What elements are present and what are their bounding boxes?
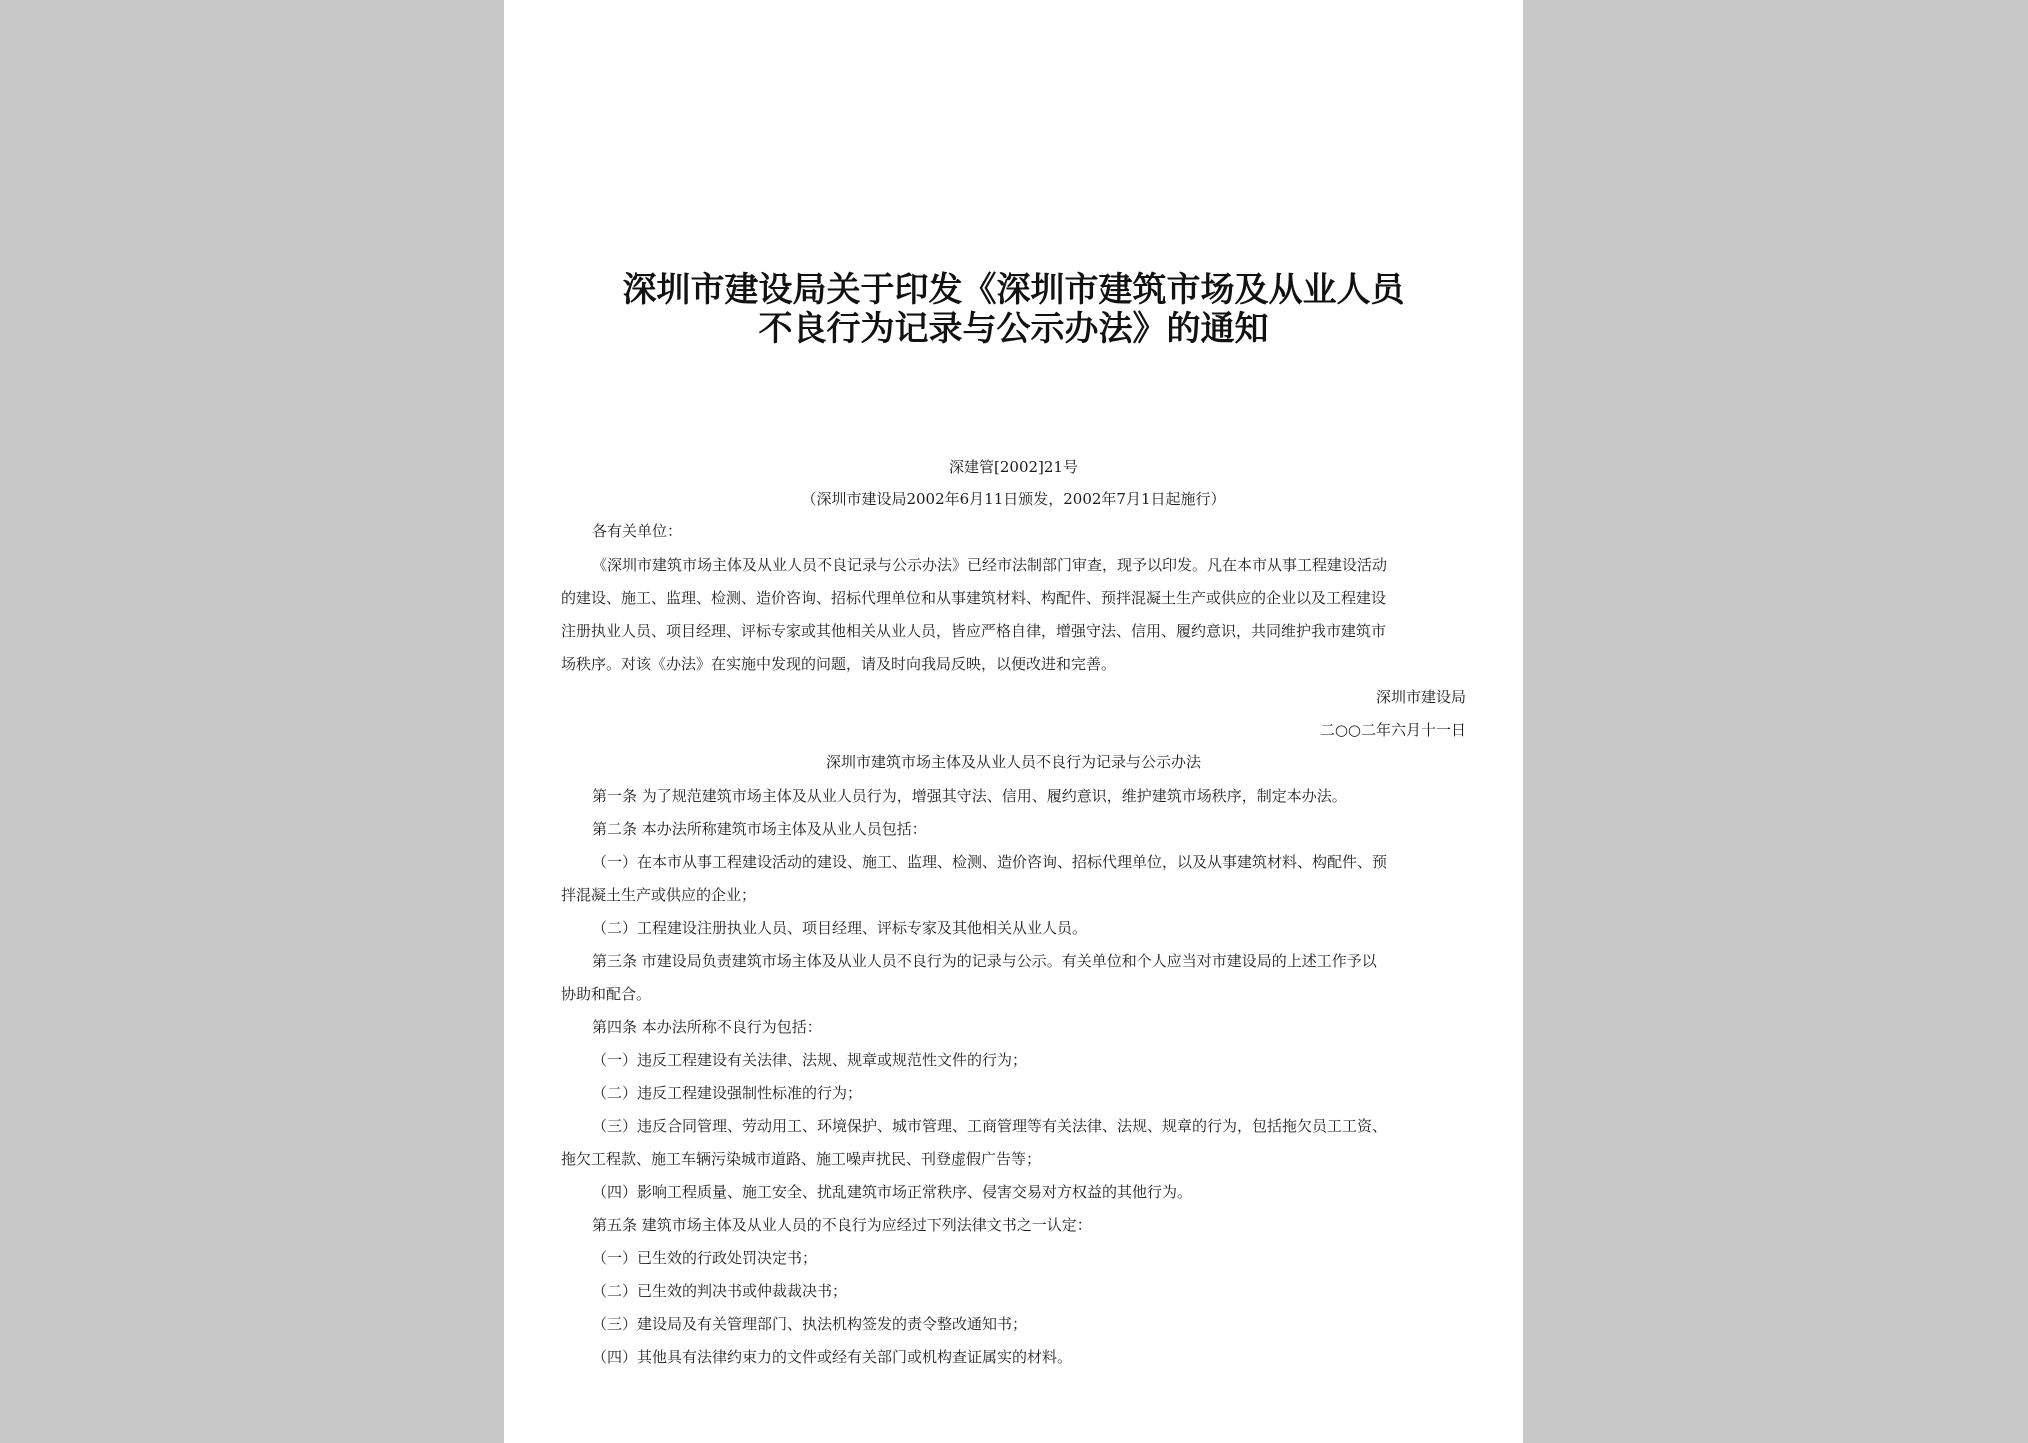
article-line: （三）违反合同管理、劳动用工、环境保护、城市管理、工商管理等有关法律、法规、规章的行为，包括拖欠员工工资、: [592, 1117, 1388, 1135]
intro-line: 《深圳市建筑市场主体及从业人员不良记录与公示办法》已经市法制部门审查，现予以印发。凡在本市从事工程建设活动: [592, 556, 1388, 574]
article-line: （二）已生效的判决书或仲裁裁决书；: [592, 1282, 848, 1300]
article-line: （三）建设局及有关管理部门、执法机构签发的责令整改通知书；: [592, 1315, 1028, 1333]
issue-info: （深圳市建设局2002年6月11日颁发，2002年7月1日起施行）: [801, 490, 1226, 508]
article-line: （一）在本市从事工程建设活动的建设、施工、监理、检测、造价咨询、招标代理单位，以及从事建筑材料、构配件、预: [592, 853, 1388, 871]
intro-line: 注册执业人员、项目经理、评标专家或其他相关从业人员，皆应严格自律，增强守法、信用、履约意识，共同维护我市建筑市: [561, 622, 1387, 640]
article-line: 拖欠工程款、施工车辆污染城市道路、施工噪声扰民、刊登虚假广告等；: [561, 1150, 1042, 1168]
document-title-line2: 不良行为记录与公示办法》的通知: [758, 309, 1269, 349]
document-number: 深建管[2002]21号: [949, 458, 1078, 476]
regulation-title: 深圳市建筑市场主体及从业人员不良行为记录与公示办法: [825, 753, 1201, 771]
article-line: 第三条 市建设局负责建筑市场主体及从业人员不良行为的记录与公示。有关单位和个人应当对市建设局的上述工作予以: [592, 952, 1377, 970]
signature: 深圳市建设局: [1375, 688, 1466, 706]
article-line: 第五条 建筑市场主体及从业人员的不良行为应经过下列法律文书之一认定：: [592, 1216, 1092, 1234]
intro-line: 场秩序。对该《办法》在实施中发现的问题，请及时向我局反映，以便改进和完善。: [561, 655, 1117, 673]
article-line: 第二条 本办法所称建筑市场主体及从业人员包括：: [592, 820, 927, 838]
document-title-line1: 深圳市建设局关于印发《深圳市建筑市场及从业人员: [622, 270, 1405, 310]
document-page: [504, 0, 1523, 1443]
intro-line: 的建设、施工、监理、检测、造价咨询、招标代理单位和从事建筑材料、构配件、预拌混凝土生产或供应的企业以及工程建设: [561, 589, 1387, 607]
sign-date: 二○○二年六月十一日: [1319, 721, 1466, 739]
article-line: （一）已生效的行政处罚决定书；: [592, 1249, 818, 1267]
article-line: 拌混凝土生产或供应的企业；: [561, 886, 757, 904]
article-line: （二）违反工程建设强制性标准的行为；: [592, 1084, 863, 1102]
article-line: （四）其他具有法律约束力的文件或经有关部门或机构查证属实的材料。: [592, 1348, 1073, 1366]
article-line: 第四条 本办法所称不良行为包括：: [592, 1018, 822, 1036]
salutation: 各有关单位：: [592, 522, 683, 540]
article-line: （一）违反工程建设有关法律、法规、规章或规范性文件的行为；: [592, 1051, 1028, 1069]
article-line: 协助和配合。: [561, 985, 652, 1003]
article-line: （二）工程建设注册执业人员、项目经理、评标专家及其他相关从业人员。: [592, 919, 1088, 937]
article-line: 第一条 为了规范建筑市场主体及从业人员行为，增强其守法、信用、履约意识，维护建筑市场秩序，制定本办法。: [592, 787, 1347, 805]
article-line: （四）影响工程质量、施工安全、扰乱建筑市场正常秩序、侵害交易对方权益的其他行为。: [592, 1183, 1193, 1201]
